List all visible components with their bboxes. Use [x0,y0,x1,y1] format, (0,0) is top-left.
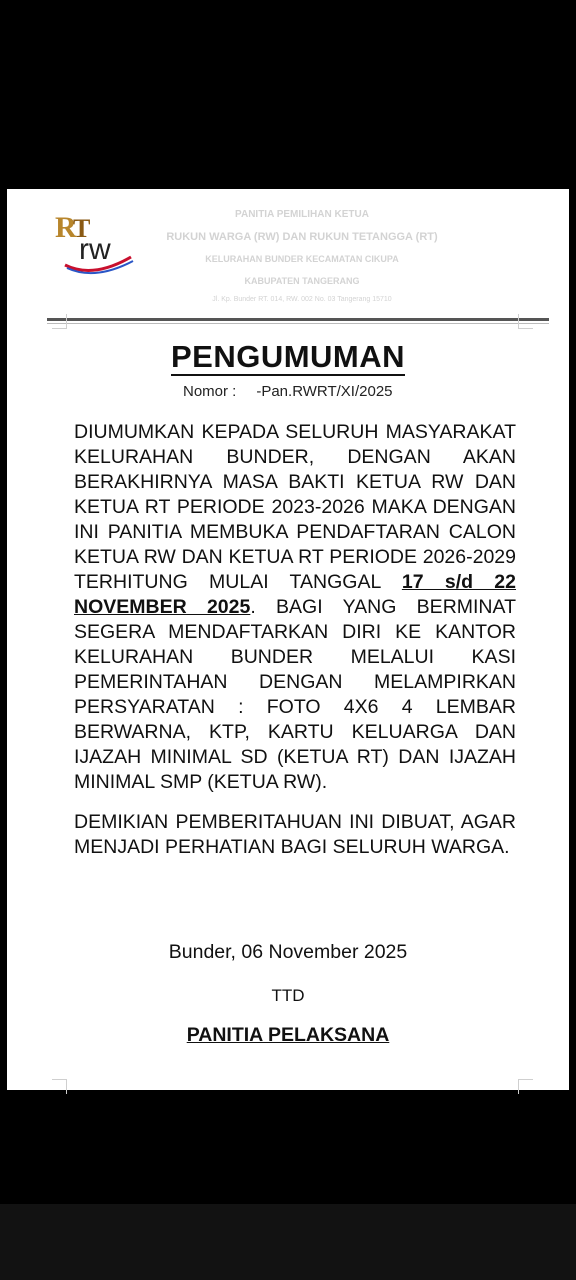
page-corner-mark [52,1079,67,1094]
letterhead [137,207,467,307]
paragraph-1: DIUMUMKAN KEPADA SELURUH MASYARAKAT KELURAHAN BUNDER, DENGAN AKAN BERAKHIRNYA MASA BAKTI KETUA RW DAN KETUA RT PERIODE 2023-2026 MAKA DENGAN INI PANITIA MEMBUKA PENDAFTARAN CALON KETUA RW DAN KETUA RT PERIODE 2026-2029 TERHITUNG MULAI TANGGAL 17 s/d 22 NOVEMBER 2025. BAGI YANG BERMINAT SEGERA MENDAFTARKAN DIRI KE KANTOR KELURAHAN BUNDER MELALUI KASI PEMERINTAHAN DENGAN MELAMPIRKAN PERSYARATAN : FOTO 4X6 4 LEMBAR BERWARNA, KTP, KARTU KELUARGA DAN IJAZAH MINIMAL SD (KETUA RT) DAN IJAZAH MINIMAL SMP (KETUA RW). [74,421,517,793]
document-page [7,189,569,1090]
signature-mark: TTD [271,986,305,1005]
letterhead-address: Jl. Kp. Bunder RT. 014, RW. 002 No. 03 Tangerang 15710 [212,296,392,303]
letterhead-line-2: RUKUN WARGA (RW) DAN RUKUN TETANGGA (RT) [166,231,438,243]
svg-text:T: T [73,214,91,243]
letterhead-divider [47,318,549,321]
svg-text:rw: rw [79,233,111,266]
svg-text:R: R [55,211,77,244]
page-corner-mark [52,314,67,329]
page-corner-mark [518,1079,533,1094]
date-line: Bunder, 06 November 2025 [168,941,408,963]
letterhead-divider-thin [47,323,549,324]
navigation-bar [0,1204,576,1280]
registration-dates: 17 s/d 22 NOVEMBER 2025 [74,571,517,618]
number-label: Nomor : [183,383,237,400]
letterhead-line-3: KELURAHAN BUNDER KECAMATAN CIKUPA [205,254,399,264]
page-corner-mark [518,314,533,329]
document-title: PENGUMUMAN [170,339,406,374]
document-number [183,383,393,400]
paragraph-2: DEMIKIAN PEMBERITAHUAN INI DIBUAT, AGAR MENJADI PERHATIAN BAGI SELURUH WARGA. [74,811,516,858]
letterhead-line-1: PANITIA PEMILIHAN KETUA [235,209,369,220]
announcement-body [74,420,516,860]
letterhead-line-4: KABUPATEN TANGERANG [244,276,360,286]
number-value: -Pan.RWRT/XI/2025 [256,383,393,400]
committee-name: PANITIA PELAKSANA [186,1024,390,1046]
rt-rw-logo [53,207,135,275]
